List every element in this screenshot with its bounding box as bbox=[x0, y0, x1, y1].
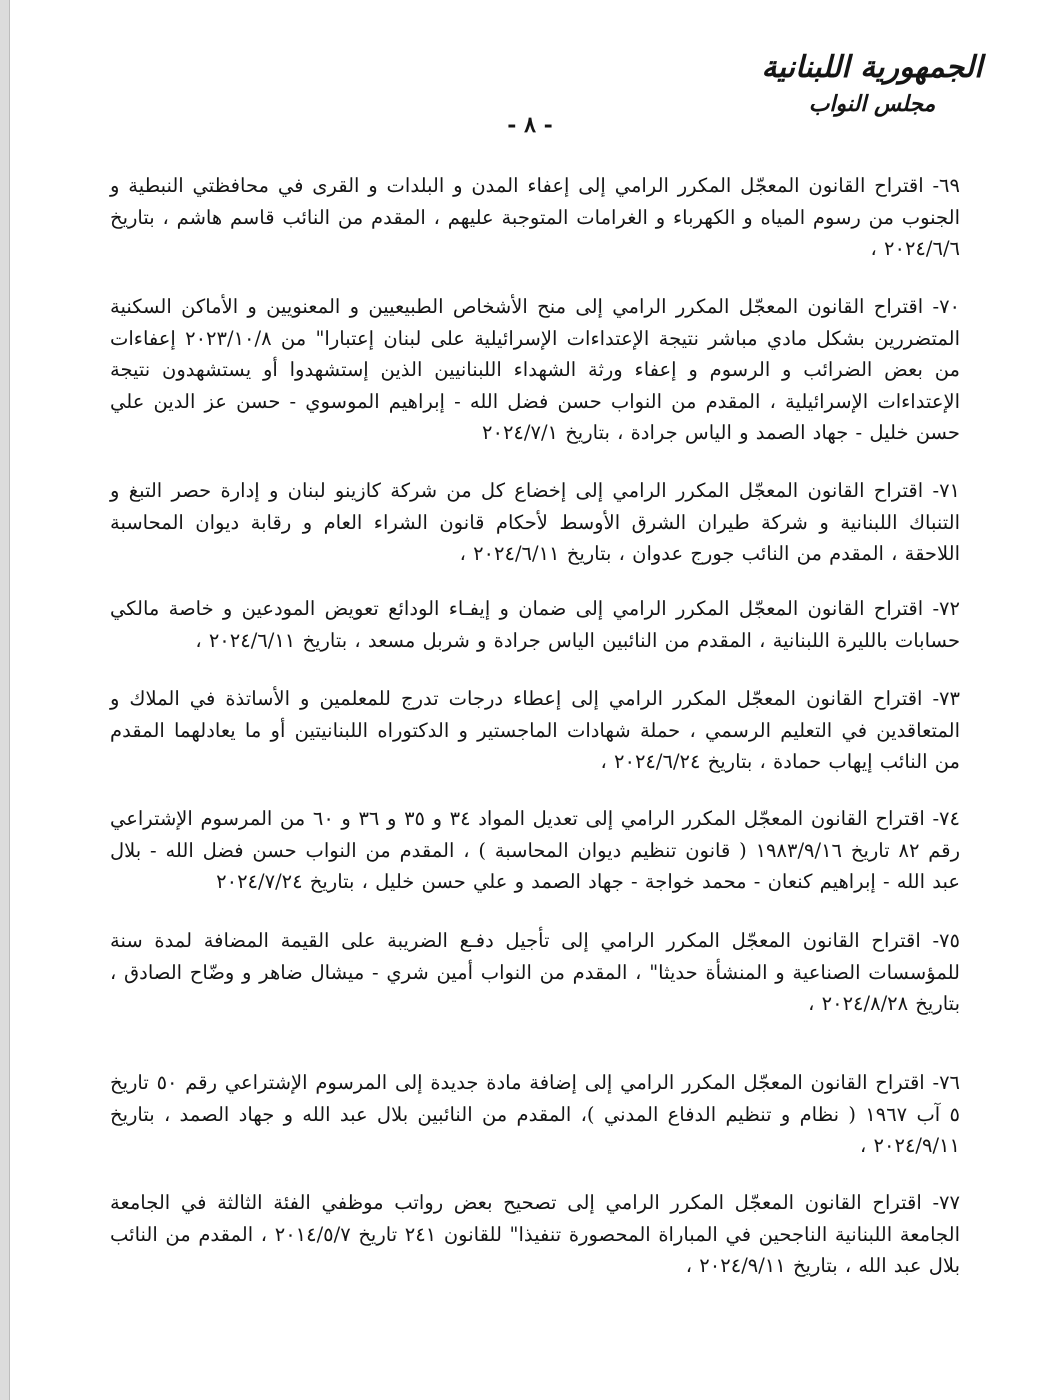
list-item bbox=[110, 683, 960, 778]
item-text: اقتراح القانون المعجّل المكرر الرامي إلى إضافة مادة جديدة إلى المرسوم الإشتراعي رقم ٥٠ تاريخ ٥ آب ١٩٦٧ ( نظام و تنظيم الدفاع المدني )، المقدم من النائبين بلال عبد الله و جهاد الصمد ، بتاريخ ٢٠٢٤/٩/١١ ، bbox=[110, 1071, 960, 1157]
item-text: اقتراح القانون المعجّل المكرر الرامي إلى إعطاء درجات تدرج للمعلمين و الأساتذة في الملاك و المتعاقدين في التعليم الرسمي ، حملة شهادات الماجستير و الدكتوراه اللبنانيتين أو ما يعادلهما المقدم من النائب إيهاب حمادة ، بتاريخ ٢٠٢٤/٦/٢٤ ، bbox=[110, 687, 960, 773]
item-number: ٧٧- bbox=[932, 1191, 960, 1214]
item-number: ٧٦- bbox=[932, 1071, 961, 1094]
item-number: ٧٠- bbox=[932, 295, 961, 318]
list-item bbox=[110, 803, 960, 898]
page-edge-border bbox=[0, 0, 10, 1400]
item-number: ٧٢- bbox=[932, 597, 960, 620]
item-number: ٧٤- bbox=[932, 807, 960, 830]
item-text: اقتراح القانون المعجّل المكرر الرامي إلى منح الأشخاص الطبيعيين و المعنويين و الأماكن السكنية المتضررين بشكل مادي مباشر نتيجة الإعتداءات الإسرائيلية على لبنان إعتبارا" من ٢٠٢٣/١٠/٨ إعفاءات من بعض الضرائب و الرسوم و إعفاء ورثة الشهداء اللبنانيين الذين إستشهدوا أو يستشهدون نتيجة الإعتداءات الإسرائيلية ، المقدم من النواب حسن فضل الله - إبراهيم الموسوي - حسن عز الدين علي حسن خليل - جهاد الصمد و الياس جرادة ، بتاريخ ٢٠٢٤/٧/١ bbox=[110, 295, 960, 444]
item-number: ٧١- bbox=[932, 479, 961, 502]
item-number: ٧٣- bbox=[932, 687, 960, 710]
list-item bbox=[110, 925, 960, 1020]
item-text: اقتراح القانون المعجّل المكرر الرامي إلى إخضاع كل من شركة كازينو لبنان و إدارة حصر التبغ و التنباك اللبنانية و شركة طيران الشرق الأوسط لأحكام قانون الشراء العام و رقابة ديوان المحاسبة اللاحقة ، المقدم من النائب جورج عدوان ، بتاريخ ٢٠٢٤/٦/١١ ، bbox=[110, 479, 960, 565]
list-item bbox=[110, 475, 960, 570]
letterhead-subtitle: مجلس النواب bbox=[808, 91, 936, 117]
letterhead bbox=[752, 48, 992, 118]
list-item bbox=[110, 170, 960, 265]
list-item bbox=[110, 1067, 960, 1162]
item-number: ٦٩- bbox=[932, 174, 960, 197]
list-item bbox=[110, 291, 960, 449]
letterhead-title: الجمهورية اللبنانية bbox=[761, 50, 983, 85]
list-item bbox=[110, 593, 960, 656]
item-text: اقتراح القانون المعجّل المكرر الرامي إلى تصحيح بعض رواتب موظفي الفئة الثالثة في الجامعة الجامعة اللبنانية الناجحين في المباراة المحصورة تنفيذا" للقانون ٢٤١ تاريخ ٢٠١٤/٥/٧ ، المقدم من النائب بلال عبد الله ، بتاريخ ٢٠٢٤/٩/١١ ، bbox=[110, 1191, 961, 1277]
list-item bbox=[110, 1187, 960, 1282]
page-number: - ٨ - bbox=[507, 112, 553, 138]
item-text: اقتراح القانون المعجّل المكرر الرامي إلى إعفاء المدن و البلدات و القرى في محافظتي النبطية و الجنوب من رسوم المياه و الكهرباء و الغرامات المتوجبة عليهم ، المقدم من النائب قاسم هاشم ، بتاريخ ٢٠٢٤/٦/٦ ، bbox=[110, 174, 960, 260]
item-text: اقتراح القانون المعجّل المكرر الرامي إلى تعديل المواد ٣٤ و ٣٥ و ٣٦ و ٦٠ من المرسوم الإشتراعي رقم ٨٢ تاريخ ١٩٨٣/٩/١٦ ( قانون تنظيم ديوان المحاسبة ) ، المقدم من النواب حسن فضل الله - بلال عبد الله - إبراهيم كنعان - محمد خواجة - جهاد الصمد و علي حسن خليل ، بتاريخ ٢٠٢٤/٧/٢٤ bbox=[110, 807, 960, 893]
item-number: ٧٥- bbox=[932, 929, 960, 952]
item-text: اقتراح القانون المعجّل المكرر الرامي إلى ضمان و إيفـاء الودائع تعويض المودعين و خاصة مالكي حسابات بالليرة اللبنانية ، المقدم من النائبين الياس جرادة و شربل مسعد ، بتاريخ ٢٠٢٤/٦/١١ ، bbox=[110, 597, 960, 652]
item-text: اقتراح القانون المعجّل المكرر الرامي إلى تأجيل دفـع الضريبة على القيمة المضافة لمدة سنة للمؤسسات الصناعية و المنشأة حديثا" ، المقدم من النواب أمين شري - ميشال ضاهر و وضّاح الصادق ، بتاريخ ٢٠٢٤/٨/٢٨ ، bbox=[110, 929, 960, 1015]
